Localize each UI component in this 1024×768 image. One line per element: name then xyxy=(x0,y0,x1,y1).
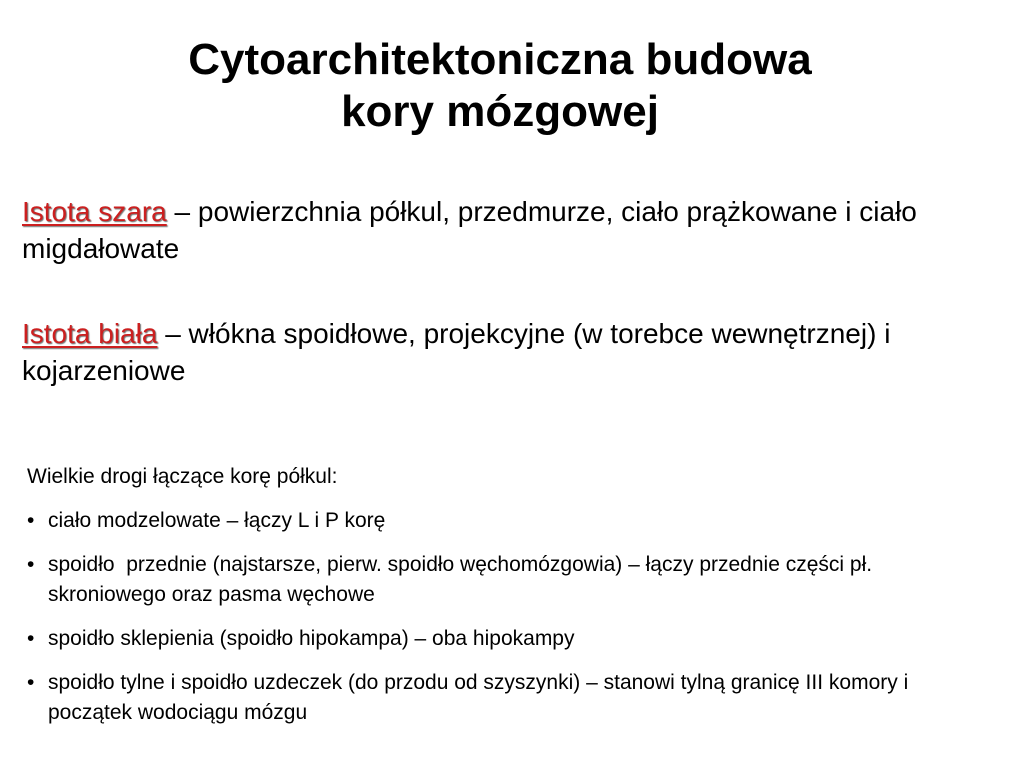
list-item xyxy=(27,624,987,654)
definition-white-matter xyxy=(22,315,922,389)
list-item-text: spoidło tylne i spoidło uzdeczek (do przodu od szyszynki) – stanowi tylną granicę III komory i początek wodociągu mózgu xyxy=(48,671,909,724)
definition-grey-matter xyxy=(22,193,922,267)
list-item xyxy=(27,668,987,728)
pathways-heading: Wielkie drogi łączące korę półkul: xyxy=(27,465,338,488)
pathways-list xyxy=(27,506,987,728)
slide-title xyxy=(0,34,1000,138)
list-item xyxy=(27,506,987,536)
list-item xyxy=(27,550,987,610)
bullet-icon: • xyxy=(27,553,35,576)
bullet-icon: • xyxy=(27,509,35,532)
bullet-icon: • xyxy=(27,627,35,650)
definition-grey-matter-text: – powierzchnia półkul, przedmurze, ciało prążkowane i ciało migdałowate xyxy=(22,196,917,264)
term-grey-matter: Istota szara xyxy=(22,196,167,227)
list-item-text: ciało modzelowate – łączy L i P korę xyxy=(48,509,386,532)
bullet-icon: • xyxy=(27,671,35,694)
term-white-matter: Istota biała xyxy=(22,318,158,349)
title-line-2: kory mózgowej xyxy=(341,87,659,136)
definition-white-matter-text: – włókna spoidłowe, projekcyjne (w torebce wewnętrznej) i kojarzeniowe xyxy=(22,318,891,386)
title-line-1: Cytoarchitektoniczna budowa xyxy=(188,35,812,84)
pathways-section xyxy=(27,462,987,742)
list-item-text: spoidło przednie (najstarsze, pierw. spoidło węchomózgowia) – łączy przednie części pł. skroniowego oraz pasma węchowe xyxy=(48,553,878,606)
list-item-text: spoidło sklepienia (spoidło hipokampa) – oba hipokampy xyxy=(48,627,575,650)
